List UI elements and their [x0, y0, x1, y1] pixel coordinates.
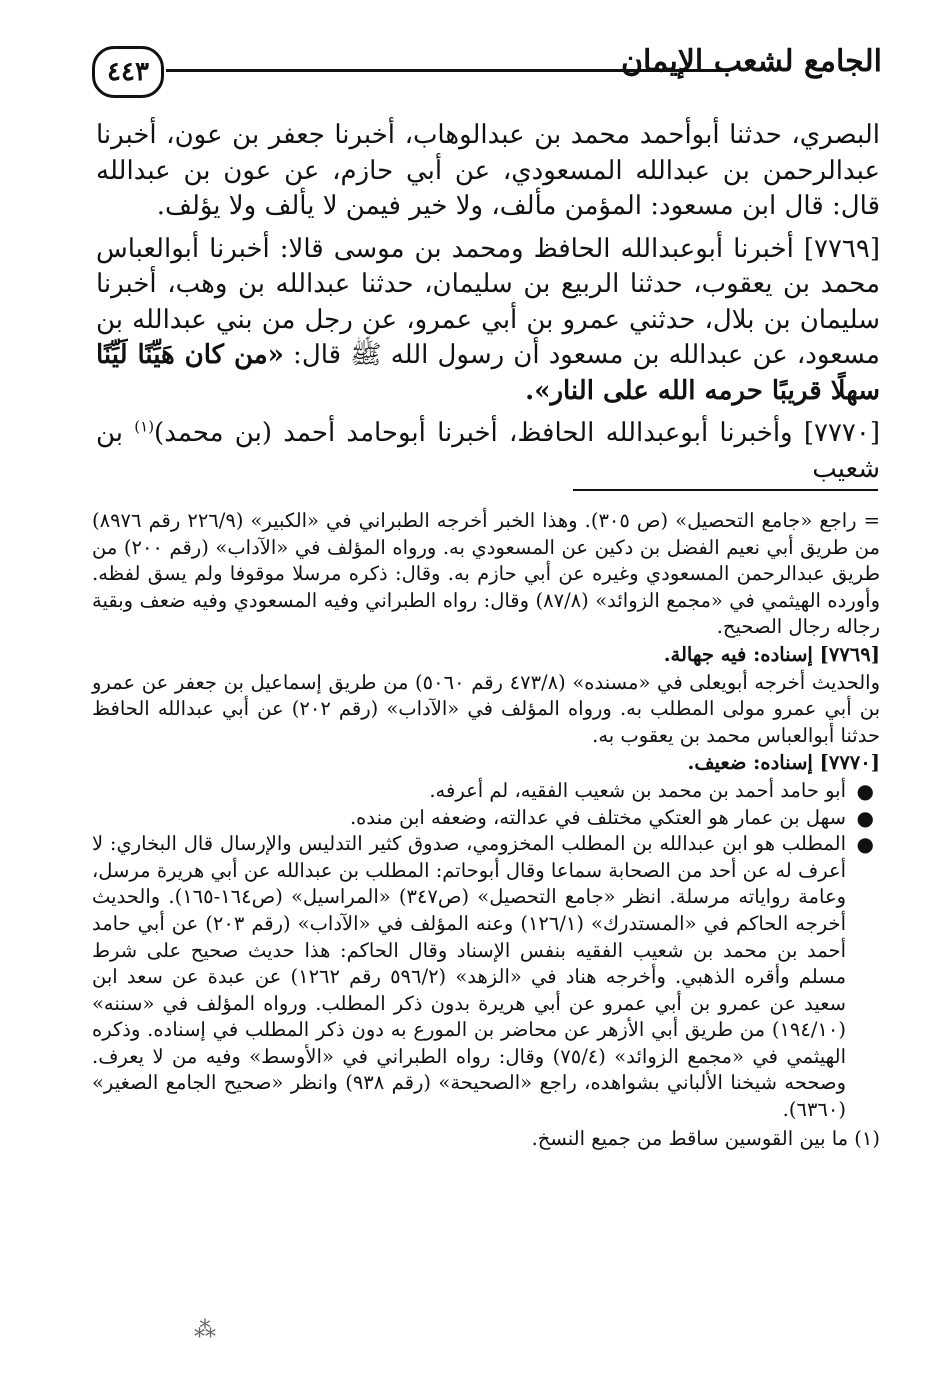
footnote-ref[interactable]: (١)	[134, 417, 155, 436]
bullet-icon: ●	[856, 832, 874, 857]
ornament-icon: ⁂	[194, 1318, 216, 1343]
bullet-icon: ●	[856, 805, 874, 830]
bullet-icon: ●	[856, 778, 874, 803]
list-item-text: أبو حامد أحمد بن محمد بن شعيب الفقيه، لم أعرفه.	[429, 778, 846, 802]
isnad-text-end: بن شعيب	[96, 418, 880, 484]
paragraph-7769	[96, 232, 880, 410]
note-label-7770: [٧٧٧٠] إسناده: ضعيف.	[687, 751, 880, 775]
list-item	[92, 778, 880, 805]
hadith-number: [٧٧٦٩]	[803, 233, 880, 264]
note-label-7769: [٧٧٦٩] إسناده: فيه جهالة.	[663, 642, 880, 666]
list-item-text: المطلب هو ابن عبدالله بن المطلب المخزومي، صدوق كثير التدليس والإرسال قال البخاري: لا أعرف له عن أحد من الصحابة سماعا وقال أبوحاتم: المطلب بن عبدالله عن أبي هريرة مرسل، وعامة رواياته مرسلة. انظر «جامع التحصيل» (ص٣٤٧) «المراسيل» (ص١٦٤-١٦٥). والحديث أخرجه الحاكم في «المستدرك» (١٢٦/١) وعنه المؤلف في «الآداب» (رقم ٢٠٣) عن أبي حامد أحمد بن محمد بن شعيب الفقيه بنفس الإسناد وقال الحاكم: هذا حديث صحيح على شرط مسلم وأقره الذهبي. وأخرجه هناد في «الزهد» (٥٩٦/٢ رقم ١٢٦٢) عن عبدة عن سعد ابن سعيد عن عمرو بن أبي عمرو عن أبي هريرة بدون ذكر المطلب. ورواه المؤلف في «سننه» (١٩٤/١٠) من طريق أبي الأزهر عن محاضر بن المورع به دون ذكر المطلب في إسناده. وذكره الهيثمي في «مجمع الزوائد» (٧٥/٤) وقال: رواه الطبراني في «الأوسط» وفيه من لا يعرف. وصححه شيخنا الألباني بشواهده، راجع «الصحيحة» (رقم ٩٣٨) وانظر «صحيح الجامع الصغير» (٦٣٦٠).	[92, 832, 847, 1122]
hadith-number: [٧٧٧٠]	[803, 418, 880, 448]
note-7769: والحديث أخرجه أبويعلى في «مسنده» (٤٧٣/٨ رقم ٥٠٦٠) من طريق إسماعيل بن جعفر عن عمرو بن أبي عمرو مولى المطلب به. ورواه المؤلف في «الآداب» (رقم ٢٠٢) عن أبي عبدالله الحافظ حدثنا أبوالعباس محمد بن يعقوب به.	[92, 670, 880, 747]
book-title: الجامع لشعب الإيمان	[620, 44, 882, 79]
isnad-text: أخبرنا أبوعبدالله الحافظ ومحمد بن موسى قالا: أخبرنا أبوالعباس محمد بن يعقوب، حدثنا الربيع بن سليمان، حدثنا عبدالله بن وهب، أخبرنا سليمان بن بلال، حدثني عمرو بن أبي عمرو، عن رجل من بني عبدالله بن مسعود، عن عبدالله بن مسعود أن رسول الله ﷺ قال:	[96, 233, 880, 370]
hadith-text: «من كان هَيِّنًا لَيِّنًا سهلًا قريبًا حرمه الله على النار».	[96, 340, 880, 406]
isnad-text: وأخبرنا أبوعبدالله الحافظ، أخبرنا أبوحامد أحمد (بن محمد)	[154, 418, 804, 448]
page-header	[92, 40, 882, 106]
list-item-text: سهل بن عمار هو العتكي مختلف في عدالته، وضعفه ابن منده.	[349, 805, 846, 829]
footnotes	[92, 508, 880, 1153]
list-item	[92, 805, 880, 832]
footnote-1: (١) ما بين القوسين ساقط من جميع النسخ.	[531, 1126, 880, 1150]
main-text	[96, 118, 880, 495]
note-bullets	[92, 778, 880, 1124]
note-continued: = راجع «جامع التحصيل» (ص ٣٠٥). وهذا الخبر أخرجه الطبراني في «الكبير» (٢٢٦/٩ رقم ٨٩٧٦) من طريق أبي نعيم الفضل بن دكين عن المسعودي به. ورواه المؤلف في «الآداب» (رقم ٢٠٠) من طريق عبدالرحمن المسعودي وغيره عن أبي حازم به. وقال: ذكره مرسلا موقوفا ولم يسق لفظه. وأورده الهيثمي في «مجمع الزوائد» (٨٧/٨) وقال: رواه الطبراني وفيه المسعودي وفيه ضعف وبقية رجاله رجال الصحيح.	[92, 509, 880, 639]
list-item	[92, 831, 880, 1124]
paragraph-7770	[96, 416, 880, 487]
page-number: ٤٤٣	[92, 46, 164, 98]
footnote-separator	[573, 489, 878, 491]
paragraph-continuation: البصري، حدثنا أبوأحمد محمد بن عبدالوهاب، أخبرنا جعفر بن عون، أخبرنا عبدالرحمن بن عبدالله المسعودي، عن أبي حازم، عن عون بن عبدالله قال: قال ابن مسعود: المؤمن مألف، ولا خير فيمن لا يألف ولا يؤلف.	[96, 120, 880, 221]
